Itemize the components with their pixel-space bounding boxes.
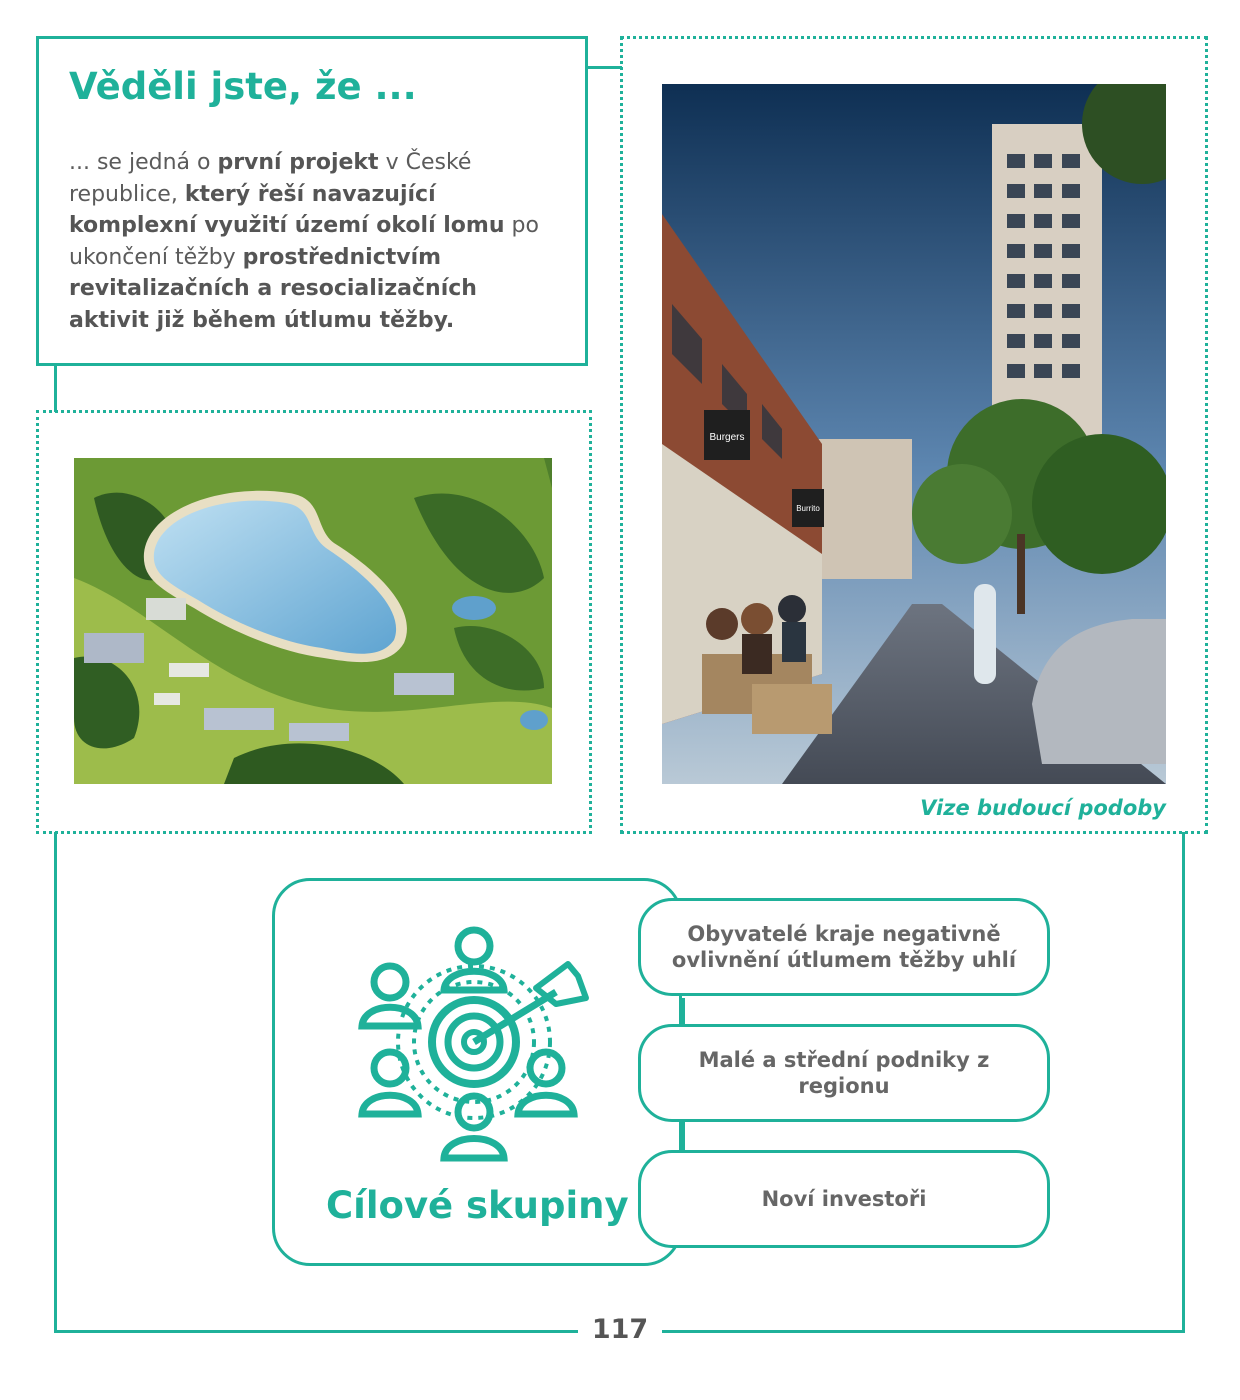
connector-line: [54, 832, 57, 1332]
page-number-text: 117: [578, 1314, 662, 1345]
target-groups-title: Cílové skupiny: [326, 1184, 629, 1227]
target-audience-icon: [356, 920, 600, 1164]
info-body-segment: první projekt: [217, 150, 379, 175]
target-group-item: Obyvatelé kraje negativně ovlivnění útlumem těžby uhlí: [638, 898, 1050, 996]
info-body: [69, 147, 559, 336]
info-body-segment: v České republice,: [69, 150, 472, 207]
page-number: [0, 1314, 1240, 1345]
target-group-item: Noví investoři: [638, 1150, 1050, 1248]
connector-line: [1182, 832, 1185, 1332]
sign-burgers: Burgers: [709, 432, 745, 443]
info-title: Věděli jste, že ...: [69, 65, 417, 108]
connector-line: [682, 1122, 685, 1150]
info-body-segment: prostřednictvím revitalizačních a resocializačních aktivit již během útlumu těžby.: [69, 244, 477, 333]
target-group-item: Malé a střední podniky z regionu: [638, 1024, 1050, 1122]
info-body-segment: po ukončení těžby: [69, 213, 539, 270]
street-image-caption: Vize budoucí podoby: [920, 796, 1166, 820]
connector-line: [682, 998, 685, 1024]
did-you-know-box: [36, 36, 588, 366]
info-body-segment: ... se jedná o: [69, 150, 218, 175]
city-street-visualization-image: [662, 84, 1166, 784]
sign-burrito: Burrito: [796, 504, 820, 513]
aerial-lake-landscape-image: [74, 458, 552, 784]
connector-line: [588, 66, 622, 69]
info-body-segment: který řeší navazující komplexní využití území okolí lomu: [69, 181, 505, 238]
connector-line: [54, 366, 57, 412]
